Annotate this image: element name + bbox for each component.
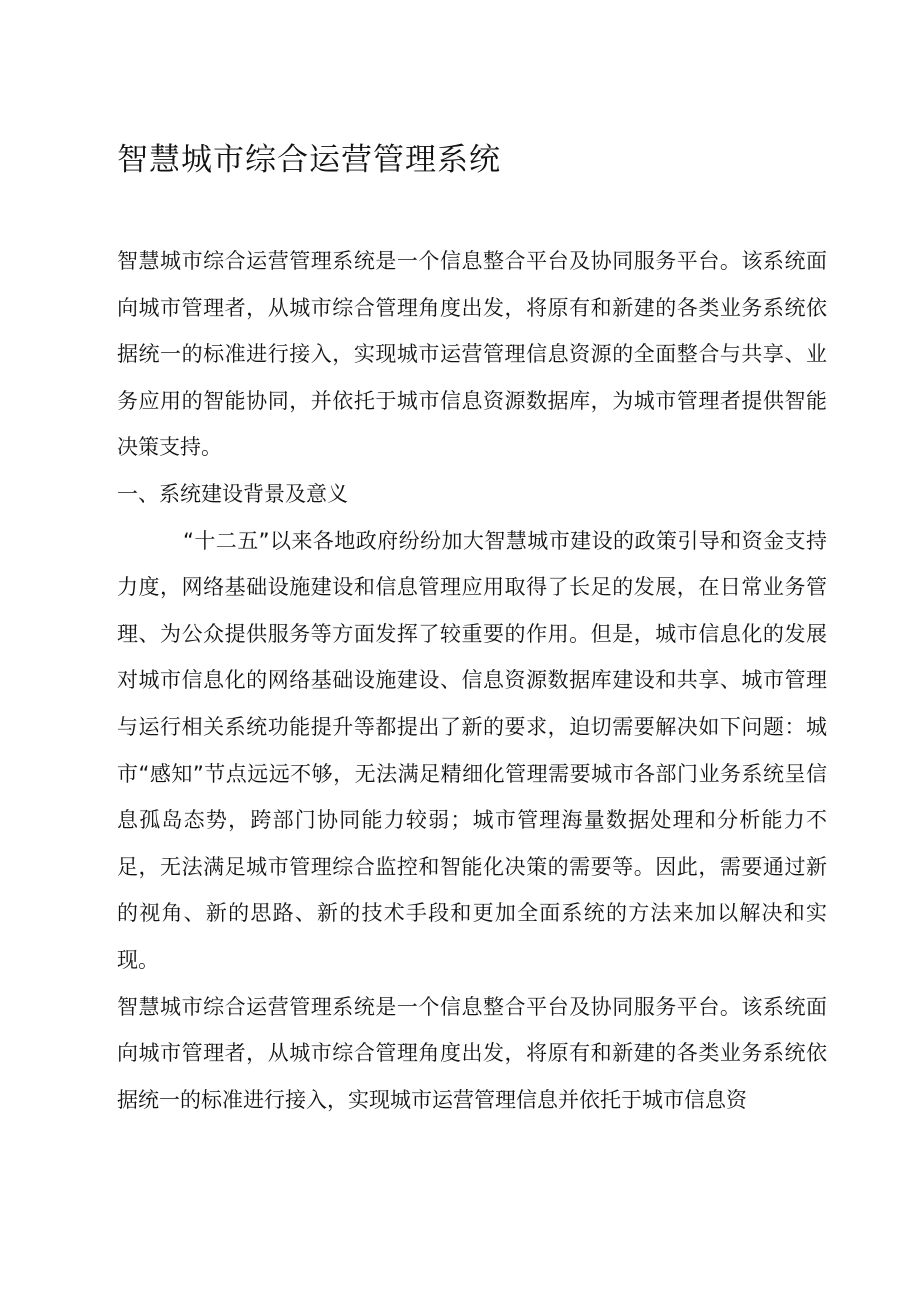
intro-paragraph: 智慧城市综合运营管理系统是一个信息整合平台及协同服务平台。该系统面向城市管理者，从城市综合管理角度出发，将原有和新建的各类业务系统依据统一的标准进行接入，实现城市运营管理信息资源的全面整合与共享、业务应用的智能协同，并依托于城市信息资源数据库，为城市管理者提供智能决策支持。: [117, 249, 827, 460]
section-heading: 一、系统建设背景及意义: [117, 481, 348, 506]
closing-paragraph: 智慧城市综合运营管理系统是一个信息整合平台及协同服务平台。该系统面向城市管理者，从城市综合管理角度出发，将原有和新建的各类业务系统依据统一的标准进行接入，实现城市运营管理信息并依托于城市信息资: [117, 994, 827, 1112]
section-paragraph: “十二五”以来各地政府纷纷加大智慧城市建设的政策引导和资金支持力度，网络基础设施建设和信息管理应用取得了长足的发展，在日常业务管理、为公众提供服务等方面发挥了较重要的作用。但是，城市信息化的发展对城市信息化的网络基础设施建设、信息资源数据库建设和共享、城市管理与运行相关系统功能提升等都提出了新的要求，迫切需要解决如下问题：城市“感知”节点远远不够，无法满足精细化管理需要城市各部门业务系统呈信息孤岛态势，跨部门协同能力较弱；城市管理海量数据处理和分析能力不足，无法满足城市管理综合监控和智能化决策的需要等。因此，需要通过新的视角、新的思路、新的技术手段和更加全面系统的方法来加以解决和实现。: [117, 528, 827, 972]
document-body: [117, 238, 827, 1123]
document-title: 智慧城市综合运营管理系统: [117, 142, 501, 178]
